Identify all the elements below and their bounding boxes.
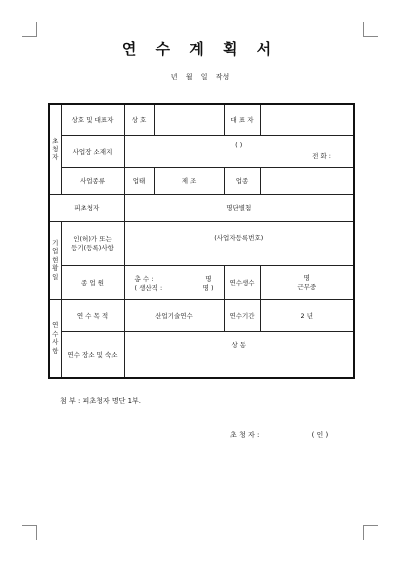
signature-line [230,430,328,440]
place-label: 연수 장소 및 숙소 [61,331,124,378]
table-row [49,221,354,265]
employees-label: 종 업 원 [61,265,124,299]
table-row [49,167,354,194]
industry-value: 제 조 [154,167,224,194]
signature-label: 초 청 자 : [230,431,260,439]
phone-label: 전 화 : [312,151,331,160]
table-row [49,104,354,135]
item-label: 업종 [224,167,260,194]
rep-value[interactable] [260,104,354,135]
item-value[interactable] [260,167,354,194]
table-row [49,194,354,221]
address-label: 사업장 소재지 [61,135,124,167]
company-rep-label: 상호 및 대표자 [61,104,124,135]
crop-mark-bottom-left [22,525,37,540]
seal-mark: ( 인 ) [311,431,329,439]
employees-value[interactable] [124,265,224,299]
employees-total: 총 수 : [134,274,154,283]
attachment-note: 첨 부 : 피초청자 명단 1부. [60,397,142,405]
employees-prod-unit: 명 ) [202,283,214,292]
period-value: 2 년 [260,299,354,331]
company-name-label: 상 호 [124,104,154,135]
trainee-label: 피초청자 [49,194,124,221]
table-row [49,331,354,378]
table-row [49,265,354,299]
address-value[interactable] [124,135,354,167]
company-group-label: 기 업 현 황 일 [49,221,61,299]
trainee-count-unit: 명 [303,274,310,282]
employees-total-unit: 명 [205,274,212,283]
industry-label: 업태 [124,167,154,194]
purpose-value: 산업기술연수 [124,299,224,331]
rep-label: 대 표 자 [224,104,260,135]
period-label: 연수기간 [224,299,260,331]
crop-mark-top-right [363,22,378,37]
date-line: 년 월 일 작성 [170,73,230,81]
table-row [49,299,354,331]
crop-mark-bottom-right [363,525,378,540]
training-group-label: 연 수 사 항 [49,299,61,378]
crop-mark-top-left [22,22,37,37]
inviter-group-label: 초 청 자 [49,104,61,194]
registration-value[interactable]: (사업자등록번호) [124,221,354,265]
employees-prod: ( 생산직 : [134,283,163,292]
trainee-count-value[interactable] [260,265,354,299]
business-type-label: 사업종류 [61,167,124,194]
purpose-label: 연 수 목 적 [61,299,124,331]
table-row [49,135,354,167]
trainee-count-label: 연수생수 [224,265,260,299]
address-paren: ( ) [235,140,243,149]
company-name-value[interactable] [154,104,224,135]
document-title: 연 수 계 획 서 [121,40,279,58]
plan-table [48,103,355,379]
trainee-value: 명단별첨 [124,194,354,221]
place-value: 상 동 [124,331,354,378]
registration-label: 인(허)가 또는 등기(등록)사항 [61,221,124,265]
trainee-count-note: 근무중 [297,283,317,291]
